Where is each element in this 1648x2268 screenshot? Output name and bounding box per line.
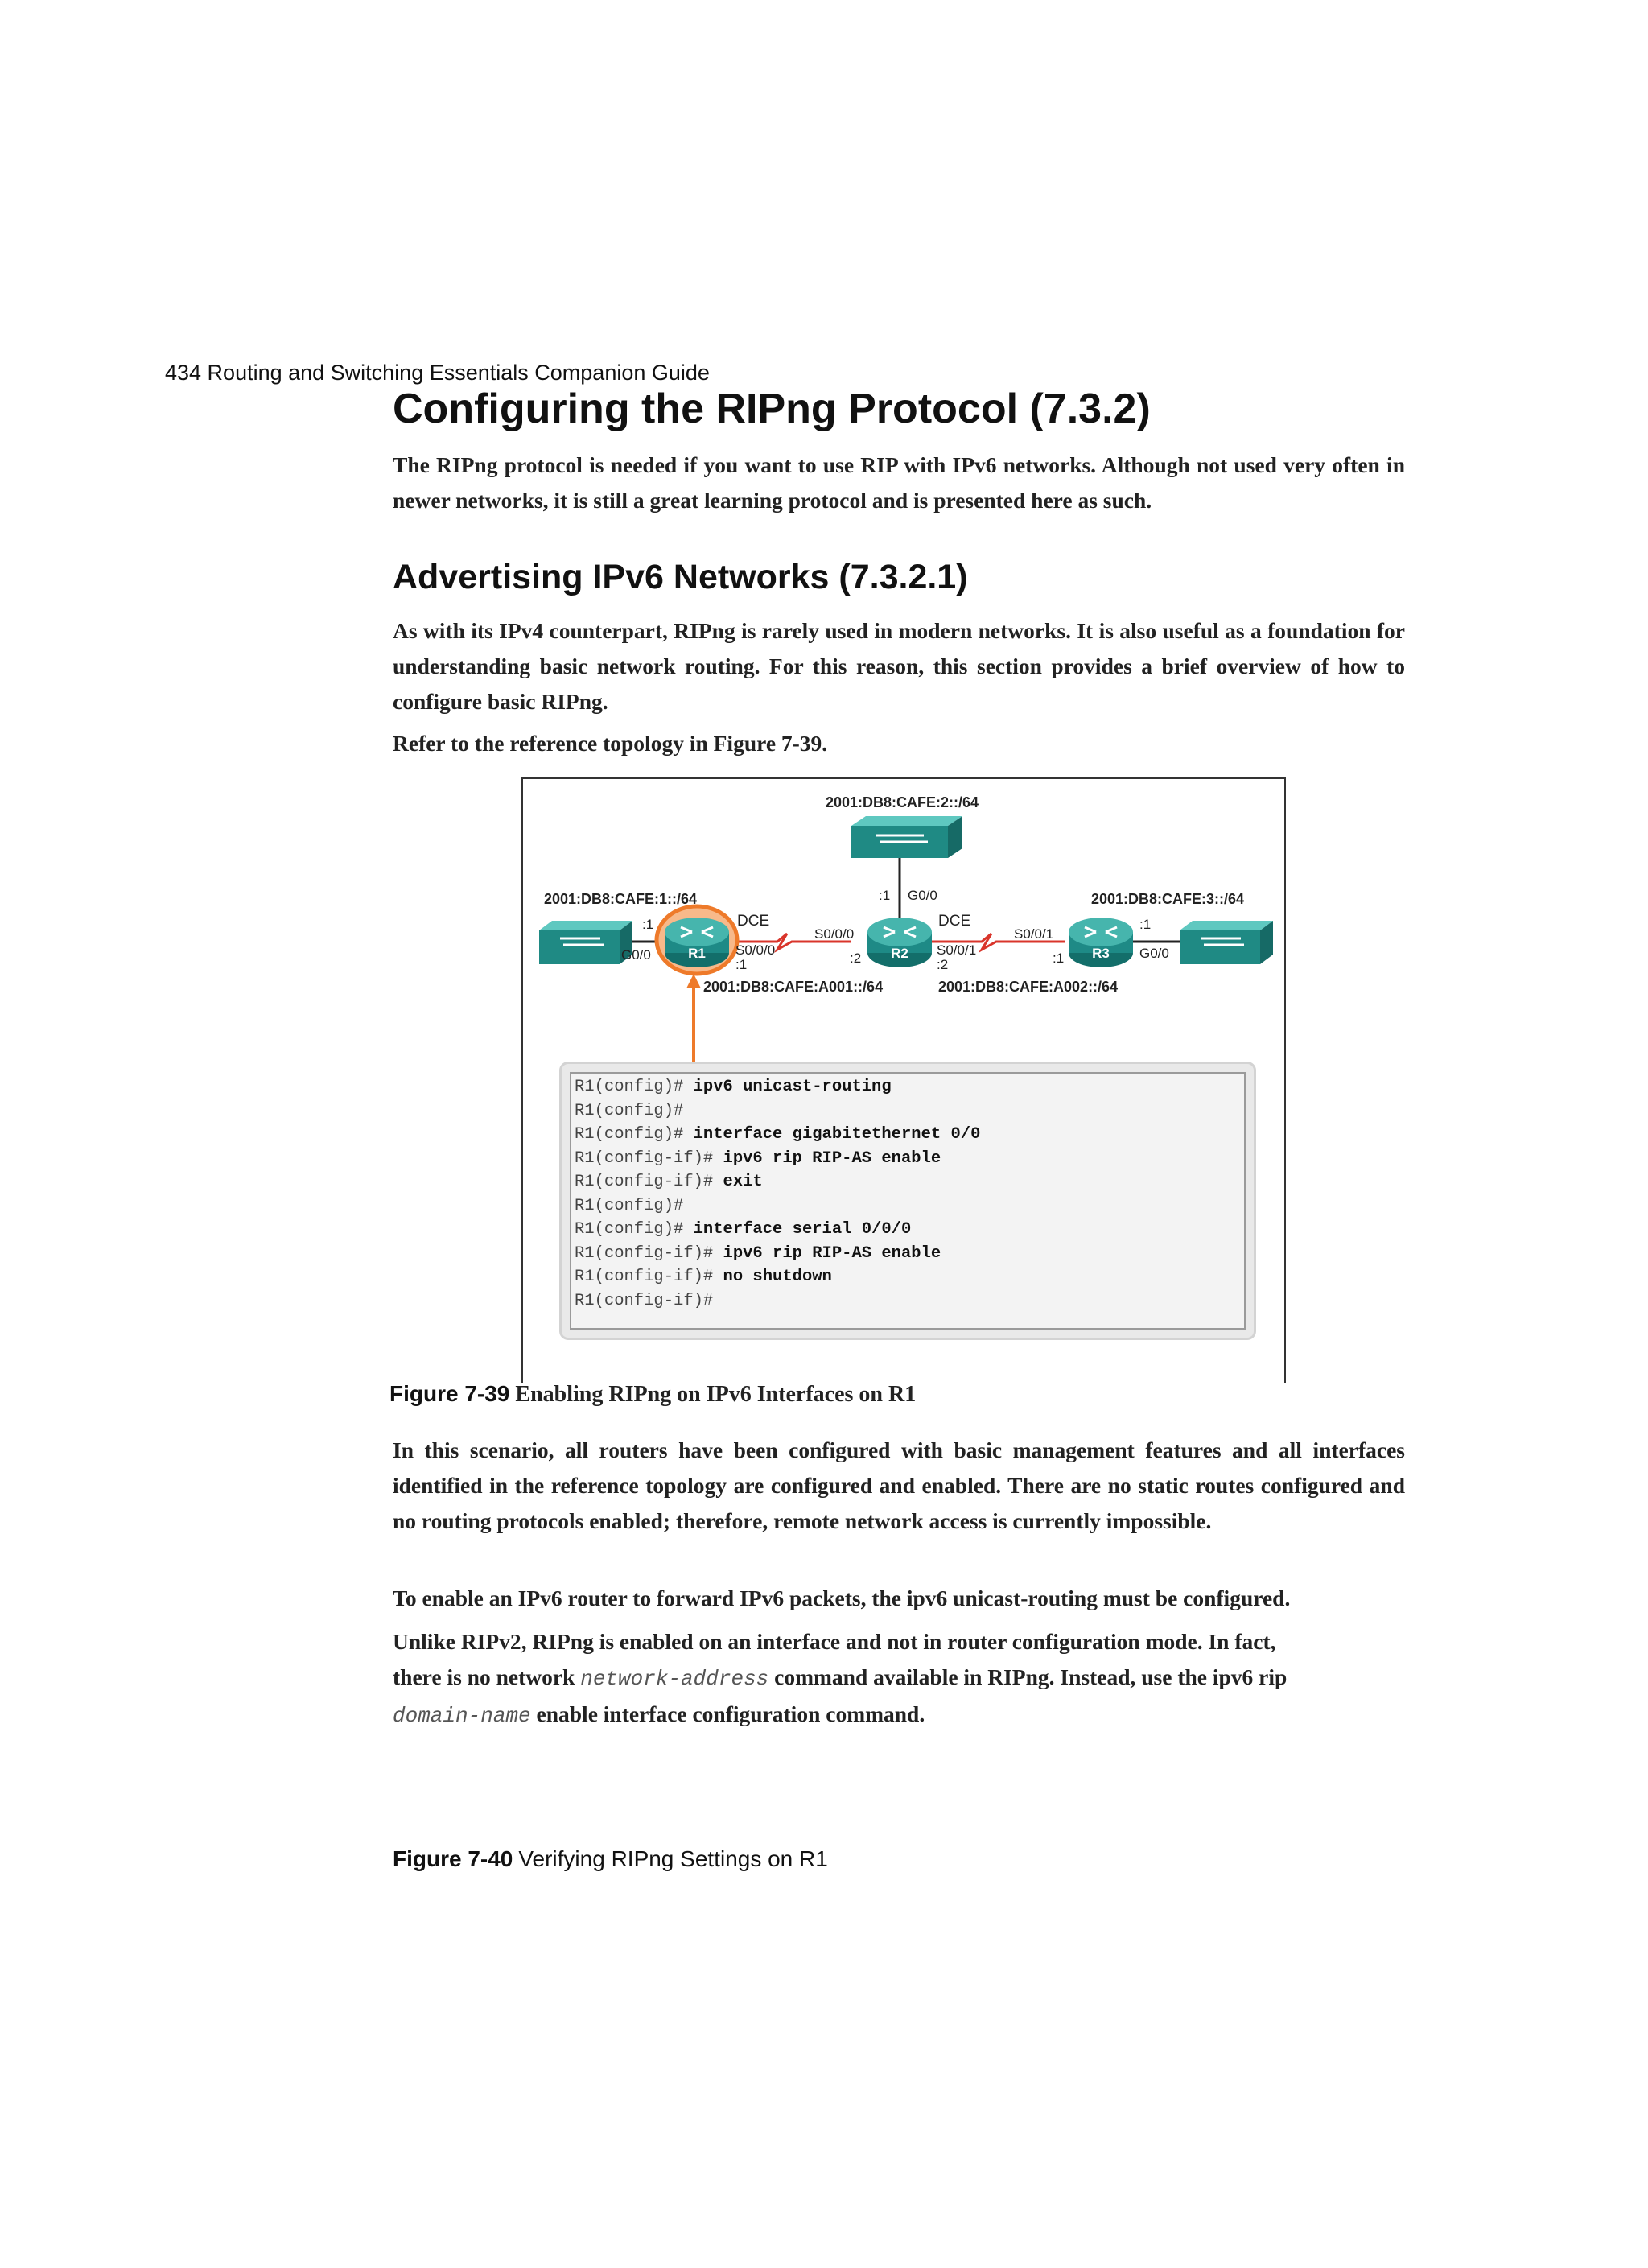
figure-7-40-caption-text: Verifying RIPng Settings on R1	[518, 1846, 828, 1871]
network-address-code: network-address	[580, 1667, 769, 1691]
r1-s0-host: :1	[735, 957, 748, 972]
cli-line	[575, 1289, 1241, 1313]
cli-prompt: R1(config)#	[575, 1220, 694, 1239]
paragraph-5-line-2	[393, 1660, 1405, 1697]
r1-lan-host: :1	[642, 917, 654, 932]
cli-prompt: R1(config-if)#	[575, 1173, 723, 1191]
cli-command: ipv6 unicast-routing	[693, 1078, 892, 1096]
r3-lan-host: :1	[1139, 917, 1152, 932]
cli-line	[575, 1170, 1241, 1194]
cli-command: exit	[723, 1173, 763, 1191]
paragraph-5-line-2-a: there is no network	[393, 1664, 581, 1689]
paragraph-2: Refer to the reference topology in Figure 7-39.	[393, 731, 828, 756]
cli-line	[575, 1265, 1241, 1289]
figure-7-39-caption-text: Enabling RIPng on IPv6 Interfaces on R1	[515, 1382, 917, 1407]
paragraph-3: In this scenario, all routers have been configured with basic management features and all interfaces identified in the reference topology are configured and enabled. There are no static routes configured and no routing protocols enabled; therefore, remote network access is currently impossible.	[393, 1437, 1405, 1533]
cli-line	[575, 1099, 1241, 1124]
r2-g0-label: G0/0	[908, 888, 937, 903]
cli-panel	[562, 1064, 1254, 1338]
net-left-label: 2001:DB8:CAFE:1::/64	[544, 891, 698, 907]
net-link1-label: 2001:DB8:CAFE:A001::/64	[703, 979, 884, 995]
section-title: Configuring the RIPng Protocol (7.3.2)	[393, 386, 1151, 432]
r2-s001-host: :2	[937, 957, 949, 972]
cli-output	[570, 1072, 1246, 1330]
r2-s000-host: :2	[850, 950, 862, 966]
cli-prompt: R1(config-if)#	[575, 1243, 723, 1263]
net-right-label: 2001:DB8:CAFE:3::/64	[1091, 891, 1245, 907]
paragraph-5-line-3	[393, 1697, 1405, 1734]
cli-command: interface serial 0/0/0	[693, 1220, 912, 1239]
cli-command: no shutdown	[723, 1268, 832, 1286]
r1-g0-label: G0/0	[621, 947, 651, 963]
domain-name-code: domain-name	[393, 1704, 531, 1728]
net-top-label: 2001:DB8:CAFE:2::/64	[826, 794, 979, 810]
figure-7-39	[521, 777, 1286, 1383]
r2-dce-label: DCE	[938, 913, 971, 930]
router-r1-label: R1	[688, 946, 706, 961]
cli-prompt: R1(config-if)#	[575, 1291, 714, 1310]
paragraph-5-line-3-b: enable interface configuration command.	[530, 1701, 925, 1726]
router-r2	[867, 918, 932, 967]
r3-s001-label: S0/0/1	[1014, 926, 1054, 942]
cli-command: interface gigabitethernet 0/0	[693, 1125, 981, 1144]
switch-left	[539, 921, 632, 964]
intro-paragraph: The RIPng protocol is needed if you want to use RIP with IPv6 networks. Although not used very often in newer networks, it is still a great learning protocol and is presented here as such.	[393, 452, 1405, 513]
callout-arrow-head	[686, 974, 701, 988]
r2-top-host: :1	[879, 888, 891, 903]
topology-diagram	[521, 777, 1286, 1067]
router-r3	[1069, 918, 1133, 967]
cli-line	[575, 1075, 1241, 1099]
cli-prompt: R1(config)#	[575, 1125, 694, 1144]
cli-line	[575, 1218, 1241, 1242]
cli-prompt: R1(config)#	[575, 1196, 684, 1215]
cli-prompt: R1(config)#	[575, 1101, 684, 1120]
r3-g0-label: G0/0	[1139, 946, 1169, 961]
r1-dce-label: DCE	[737, 913, 770, 930]
switch-right	[1180, 921, 1273, 964]
paragraph-5-line-1: Unlike RIPv2, RIPng is enabled on an interface and not in router configuration mode. In fact,	[393, 1629, 1276, 1654]
figure-7-40-caption	[393, 1846, 828, 1873]
cli-line	[575, 1194, 1241, 1219]
r2-s001-label: S0/0/1	[937, 942, 977, 958]
r3-s001-host: :1	[1053, 950, 1065, 966]
router-r1	[665, 918, 729, 967]
paragraph-1: As with its IPv4 counterpart, RIPng is rarely used in modern networks. It is also useful as a foundation for understanding basic network routing. For this reason, this section provides a brief overview of how to configure basic RIPng.	[393, 618, 1405, 714]
router-r3-label: R3	[1092, 946, 1110, 961]
r2-s000-label: S0/0/0	[814, 926, 855, 942]
paragraph-4: To enable an IPv6 router to forward IPv6 packets, the ipv6 unicast-routing must be configured.	[393, 1586, 1291, 1610]
paragraph-5	[393, 1624, 1405, 1734]
subsection-title: Advertising IPv6 Networks (7.3.2.1)	[393, 558, 968, 596]
running-head: 434 Routing and Switching Essentials Companion Guide	[165, 361, 710, 385]
paragraph-5-line-2-b: command available in RIPng. Instead, use the ipv6 rip	[768, 1664, 1288, 1689]
cli-line	[575, 1242, 1241, 1266]
cli-prompt: R1(config)#	[575, 1078, 694, 1096]
router-r2-label: R2	[891, 946, 908, 961]
cli-line	[575, 1123, 1241, 1147]
r1-s0-label: S0/0/0	[735, 942, 776, 958]
cli-prompt: R1(config-if)#	[575, 1148, 723, 1168]
cli-command: ipv6 rip RIP-AS enable	[723, 1243, 941, 1263]
cli-prompt: R1(config-if)#	[575, 1268, 723, 1286]
cli-command: ipv6 rip RIP-AS enable	[723, 1148, 941, 1168]
switch-top	[851, 816, 962, 858]
cli-line	[575, 1147, 1241, 1171]
figure-7-39-caption	[389, 1381, 916, 1408]
figure-7-40-caption-label: Figure 7-40	[393, 1846, 513, 1871]
figure-7-39-caption-label: Figure 7-39	[389, 1381, 510, 1406]
net-link2-label: 2001:DB8:CAFE:A002::/64	[938, 979, 1119, 995]
